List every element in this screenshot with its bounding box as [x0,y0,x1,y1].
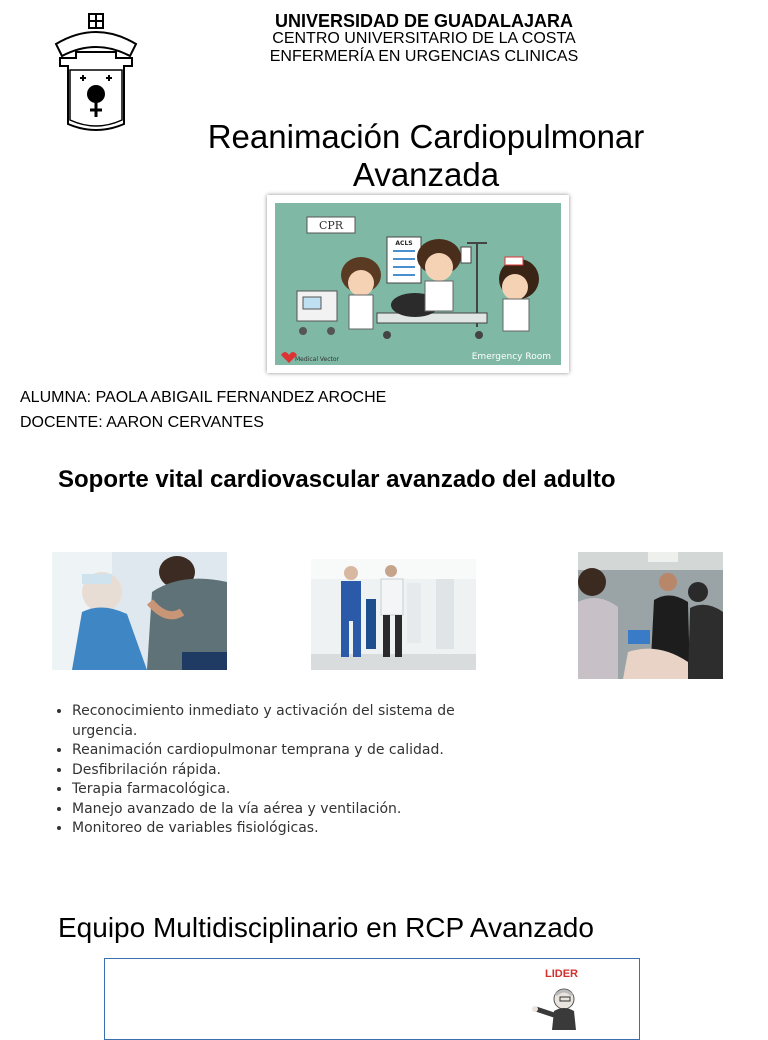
acls-steps-list [50,702,492,839]
leader-figure-icon [528,985,588,1030]
list-item: • Terapia farmacológica. [72,780,492,800]
title-line-1: Reanimación Cardiopulmonar [207,118,645,155]
campus-name: CENTRO UNIVERSITARIO DE LA COSTA [272,30,576,47]
photo-doctor-patient [52,552,227,670]
section-heading-team: Equipo Multidisciplinario en RCP Avanzado [58,912,594,943]
list-item: • Reanimación cardiopulmonar temprana y de calidad. [72,741,492,761]
university-seal-logo [50,12,142,136]
university-name: UNIVERSIDAD DE GUADALAJARA [274,11,574,31]
photo-resuscitation-team [578,552,723,679]
cpr-illustration [267,195,569,373]
list-item: • Reconocimiento inmediato y activación del sistema de urgencia. [72,702,492,741]
student-name: ALUMNA: PAOLA ABIGAIL FERNANDEZ AROCHE [20,389,387,406]
cpr-tag-text: CPR [318,219,344,232]
list-item: • Manejo avanzado de la vía aérea y ventilación. [72,800,492,820]
title-line-2: Avanzada [352,156,500,193]
list-item: • Monitoreo de variables fisiológicas. [72,819,492,839]
leader-label: LIDER [545,968,578,980]
cpr-watermark: Medical Vector [295,356,340,363]
cpr-caption: Emergency Room [471,352,551,362]
program-name: ENFERMERÍA EN URGENCIAS CLINICAS [269,48,579,65]
teacher-name: DOCENTE: AARON CERVANTES [20,414,264,431]
list-item: • Desfibrilación rápida. [72,761,492,781]
document-title [150,118,702,194]
acls-chart-text: ACLS [395,240,413,247]
university-header [230,12,618,66]
section-heading-adult-acls: Soporte vital cardiovascular avanzado del adulto [58,466,616,493]
photo-hospital-hallway [311,559,476,670]
